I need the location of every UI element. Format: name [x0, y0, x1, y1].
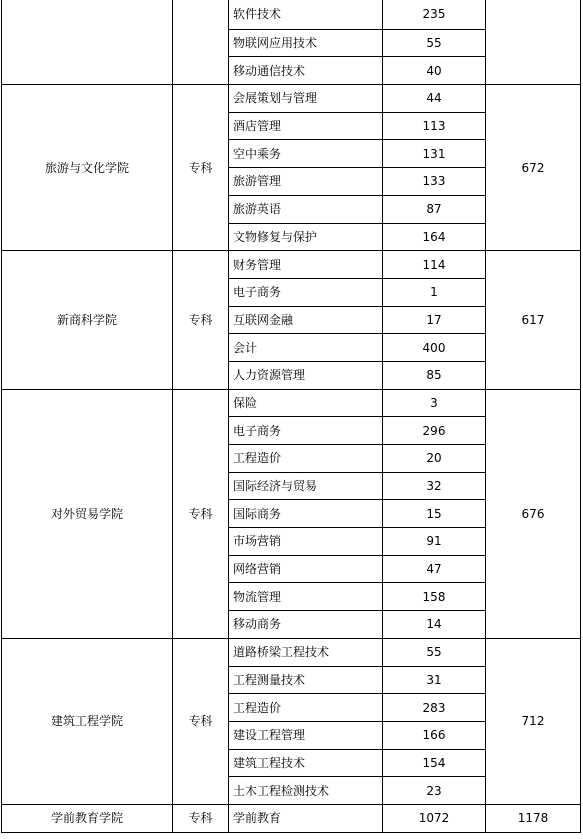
- major-count-cell: 40: [383, 57, 486, 85]
- major-count-cell: 114: [383, 251, 486, 279]
- enrollment-table: [1, 0, 581, 833]
- major-count-cell: 55: [383, 29, 486, 57]
- major-count-cell: 400: [383, 334, 486, 362]
- major-name-cell: 工程造价: [229, 445, 383, 473]
- major-name-cell: 会展策划与管理: [229, 85, 383, 113]
- major-name-cell: 物联网应用技术: [229, 29, 383, 57]
- college-total-cell: 676: [486, 389, 581, 638]
- major-count-cell: 15: [383, 500, 486, 528]
- major-name-cell: 工程造价: [229, 694, 383, 722]
- major-count-cell: 20: [383, 445, 486, 473]
- major-name-cell: 旅游英语: [229, 195, 383, 223]
- table-row: [2, 389, 581, 417]
- major-name-cell: 建筑工程技术: [229, 749, 383, 777]
- major-name-cell: 建设工程管理: [229, 721, 383, 749]
- major-name-cell: 财务管理: [229, 251, 383, 279]
- major-name-cell: 移动通信技术: [229, 57, 383, 85]
- major-name-cell: 旅游管理: [229, 168, 383, 196]
- major-count-cell: 131: [383, 140, 486, 168]
- major-count-cell: 1072: [383, 804, 486, 832]
- major-count-cell: 3: [383, 389, 486, 417]
- major-name-cell: 国际经济与贸易: [229, 472, 383, 500]
- major-name-cell: 移动商务: [229, 611, 383, 639]
- major-name-cell: 保险: [229, 389, 383, 417]
- major-count-cell: 164: [383, 223, 486, 251]
- major-name-cell: 网络营销: [229, 555, 383, 583]
- major-count-cell: 296: [383, 417, 486, 445]
- college-name-cell: 旅游与文化学院: [2, 85, 173, 251]
- major-count-cell: 17: [383, 306, 486, 334]
- major-count-cell: 283: [383, 694, 486, 722]
- major-name-cell: 空中乘务: [229, 140, 383, 168]
- table-row: [2, 0, 581, 29]
- major-count-cell: 133: [383, 168, 486, 196]
- table-row: [2, 251, 581, 279]
- college-total-cell: 1178: [486, 804, 581, 832]
- major-count-cell: 166: [383, 721, 486, 749]
- major-name-cell: 道路桥梁工程技术: [229, 638, 383, 666]
- major-name-cell: 电子商务: [229, 417, 383, 445]
- major-count-cell: 235: [383, 0, 486, 29]
- major-count-cell: 154: [383, 749, 486, 777]
- college-total-cell: [486, 0, 581, 85]
- level-cell: 专科: [173, 638, 229, 804]
- major-name-cell: 文物修复与保护: [229, 223, 383, 251]
- major-name-cell: 电子商务: [229, 278, 383, 306]
- college-total-cell: 672: [486, 85, 581, 251]
- major-count-cell: 32: [383, 472, 486, 500]
- level-cell: 专科: [173, 251, 229, 389]
- major-count-cell: 113: [383, 112, 486, 140]
- level-cell: [173, 0, 229, 85]
- major-name-cell: 学前教育: [229, 804, 383, 832]
- major-count-cell: 14: [383, 611, 486, 639]
- major-name-cell: 市场营销: [229, 528, 383, 556]
- college-name-cell: 新商科学院: [2, 251, 173, 389]
- level-cell: 专科: [173, 85, 229, 251]
- major-count-cell: 87: [383, 195, 486, 223]
- major-count-cell: 31: [383, 666, 486, 694]
- major-count-cell: 23: [383, 777, 486, 805]
- major-count-cell: 158: [383, 583, 486, 611]
- college-name-cell: 学前教育学院: [2, 804, 173, 832]
- major-count-cell: 91: [383, 528, 486, 556]
- college-name-cell: 建筑工程学院: [2, 638, 173, 804]
- college-total-cell: 712: [486, 638, 581, 804]
- level-cell: 专科: [173, 389, 229, 638]
- major-name-cell: 互联网金融: [229, 306, 383, 334]
- major-name-cell: 国际商务: [229, 500, 383, 528]
- major-count-cell: 55: [383, 638, 486, 666]
- major-name-cell: 人力资源管理: [229, 361, 383, 389]
- enrollment-table-body: [2, 0, 581, 832]
- major-count-cell: 47: [383, 555, 486, 583]
- major-name-cell: 会计: [229, 334, 383, 362]
- college-name-cell: [2, 0, 173, 85]
- enrollment-table-container: [1, 0, 580, 833]
- table-row: [2, 804, 581, 832]
- major-count-cell: 1: [383, 278, 486, 306]
- major-name-cell: 土木工程检测技术: [229, 777, 383, 805]
- major-name-cell: 物流管理: [229, 583, 383, 611]
- table-row: [2, 85, 581, 113]
- major-name-cell: 工程测量技术: [229, 666, 383, 694]
- college-total-cell: 617: [486, 251, 581, 389]
- college-name-cell: 对外贸易学院: [2, 389, 173, 638]
- major-count-cell: 85: [383, 361, 486, 389]
- table-row: [2, 638, 581, 666]
- major-name-cell: 软件技术: [229, 0, 383, 29]
- major-count-cell: 44: [383, 85, 486, 113]
- level-cell: 专科: [173, 804, 229, 832]
- major-name-cell: 酒店管理: [229, 112, 383, 140]
